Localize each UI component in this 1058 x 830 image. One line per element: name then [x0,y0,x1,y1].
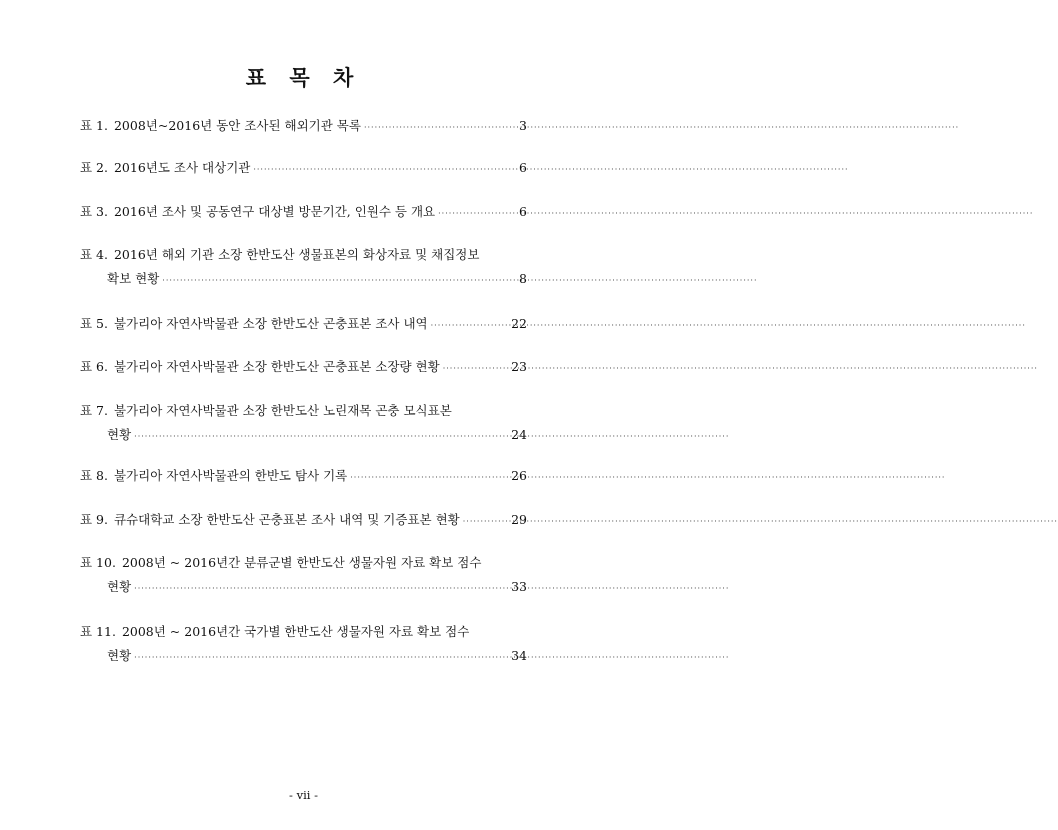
toc-entry-number: 표 5. [80,316,108,331]
toc-line-continuation [80,644,527,668]
toc-entry-title: 불가리아 자연사박물관 소장 한반도산 곤충표본 소장량 현황 [113,359,440,374]
toc-entry[interactable] [80,312,527,336]
toc-line [80,243,527,267]
toc-dot-leader [438,202,516,226]
toc-entry-number: 표 6. [80,359,108,374]
toc-dot-leader [253,158,516,182]
toc-line [80,312,527,336]
toc-page-number: 3 [519,118,527,133]
toc-page-number: 34 [511,648,527,663]
toc-entry-title: 2008년~2016년 동안 조사된 해외기관 목록 [113,118,361,133]
toc-page-number: 26 [511,468,527,483]
toc-entry-title: 불가리아 자연사박물관 소장 한반도산 노린재목 곤충 모식표본 [113,403,452,418]
toc-entry-title: 2016년 해외 기관 소장 한반도산 생물표본의 화상자료 및 채집정보 [113,247,480,262]
toc-entry-title: 큐슈대학교 소장 한반도산 곤충표본 조사 내역 및 기증표본 현황 [113,512,460,527]
toc-line [80,620,527,644]
toc-entry[interactable] [80,508,527,532]
toc-page-number: 6 [519,160,527,175]
toc-line [80,355,527,379]
toc-entry-title: 2016년도 조사 대상기관 [113,160,251,175]
toc-dot-leader [162,269,516,293]
toc-line [80,156,527,180]
toc-entry-title-continued: 확보 현황 [107,271,160,286]
toc-entry-number: 표 1. [80,118,108,133]
toc-dot-leader [350,466,508,490]
toc-entry[interactable] [80,551,527,599]
toc-entry-number: 표 4. [80,247,108,262]
toc-page-number: 23 [511,359,527,374]
toc-entry-number: 표 2. [80,160,108,175]
toc-dot-leader [463,510,508,534]
toc-line [80,399,527,423]
toc-dot-leader [134,646,508,670]
page-title: 표 목 차 [245,65,362,90]
toc-page-number: 22 [511,316,527,331]
toc-entry-title-continued: 현황 [107,648,132,663]
toc-entry[interactable] [80,156,527,180]
toc-line-continuation [80,423,527,447]
toc-entry-title: 2008년 ~ 2016년간 분류군별 한반도산 생물자원 자료 확보 점수 [121,555,482,570]
toc-entry[interactable] [80,200,527,224]
toc-entry[interactable] [80,243,527,291]
toc-dot-leader [431,314,508,338]
toc-line [80,200,527,224]
toc-page-number: 24 [511,427,527,442]
toc-dot-leader [134,425,508,449]
toc-page-number: 33 [511,579,527,594]
toc-entry[interactable] [80,355,527,379]
toc-entry-title-continued: 현황 [107,579,132,594]
toc-line [80,551,527,575]
toc-entry-number: 표 8. [80,468,108,483]
toc-line-continuation [80,267,527,291]
toc-entry-title: 불가리아 자연사박물관의 한반도 탐사 기록 [113,468,348,483]
toc-entry-number: 표 11. [80,624,116,639]
toc-entry-title: 2008년 ~ 2016년간 국가별 한반도산 생물자원 자료 확보 점수 [121,624,470,639]
toc-line [80,114,527,138]
toc-entry-title: 2016년 조사 및 공동연구 대상별 방문기간, 인원수 등 개요 [113,204,436,219]
page-footer-number: - vii - [289,788,318,802]
toc-entry-title: 불가리아 자연사박물관 소장 한반도산 곤충표본 조사 내역 [113,316,428,331]
toc-entry-number: 표 10. [80,555,116,570]
toc-page-number: 29 [511,512,527,527]
toc-entry[interactable] [80,620,527,668]
toc-dot-leader [364,116,516,140]
toc-page-number: 6 [519,204,527,219]
toc-dot-leader [443,357,508,381]
toc-dot-leader [134,577,508,601]
toc-line-continuation [80,575,527,599]
toc-entry-number: 표 7. [80,403,108,418]
toc-line [80,464,527,488]
toc-line [80,508,527,532]
toc-entry-number: 표 9. [80,512,108,527]
toc-entry[interactable] [80,399,527,447]
toc-entry-title-continued: 현황 [107,427,132,442]
toc-entry[interactable] [80,464,527,488]
toc-entry-number: 표 3. [80,204,108,219]
toc-entry[interactable] [80,114,527,138]
toc-page-number: 8 [519,271,527,286]
